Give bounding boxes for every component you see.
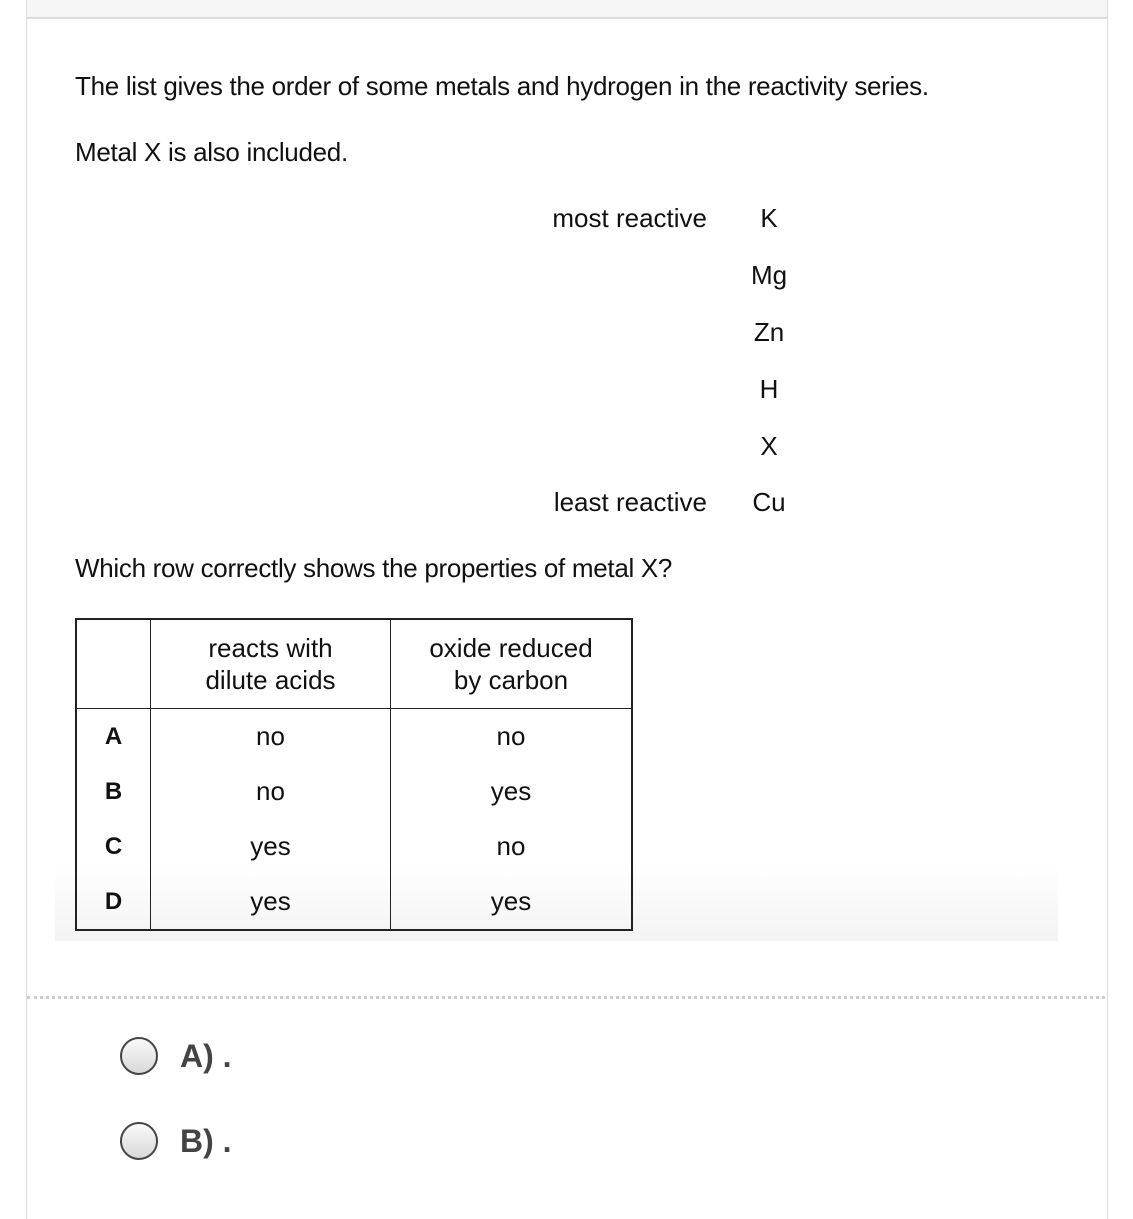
header-reacts-with-acids <box>151 619 391 709</box>
radio-button[interactable] <box>120 1122 158 1160</box>
top-bar <box>26 0 1108 19</box>
header-line: reacts with <box>208 633 333 663</box>
option-label[interactable]: B) . <box>180 1122 232 1159</box>
series-item: K <box>760 203 778 233</box>
table-cell: yes <box>391 764 633 819</box>
header-line: dilute acids <box>205 665 336 695</box>
prompt-text: Which row correctly shows the properties of metal X? <box>75 553 673 583</box>
series-item: Mg <box>750 260 788 290</box>
radio-button[interactable] <box>120 1037 158 1075</box>
row-letter: A <box>76 709 151 765</box>
table-cell: yes <box>151 874 391 930</box>
header-oxide-reduced <box>391 619 633 709</box>
row-letter: D <box>76 874 151 930</box>
table-header-row <box>76 619 632 709</box>
table-cell: no <box>391 819 633 874</box>
header-cell <box>76 619 151 709</box>
series-item: Cu <box>752 487 786 517</box>
table-row <box>76 819 632 874</box>
row-letter: B <box>76 764 151 819</box>
divider <box>27 996 1105 999</box>
least-reactive-label: least reactive <box>553 487 707 517</box>
table-cell: no <box>391 709 633 765</box>
table-cell: yes <box>391 874 633 930</box>
series-item: X <box>760 431 778 461</box>
table-cell: yes <box>151 819 391 874</box>
header-line: by carbon <box>453 665 569 695</box>
option-label[interactable]: A) . <box>180 1037 232 1074</box>
row-letter: C <box>76 819 151 874</box>
table-row <box>76 874 632 930</box>
note-text: Metal X is also included. <box>75 137 348 167</box>
most-reactive-label: most reactive <box>552 203 707 233</box>
header-line: oxide reduced <box>429 633 593 663</box>
table-cell: no <box>151 764 391 819</box>
table-row <box>76 709 632 765</box>
table-cell: no <box>151 709 391 765</box>
table-row <box>76 764 632 819</box>
option-a[interactable] <box>120 1037 232 1075</box>
series-item: Zn <box>753 317 785 347</box>
properties-table <box>75 618 633 931</box>
series-item: H <box>759 374 779 404</box>
option-b[interactable] <box>120 1122 232 1160</box>
intro-text: The list gives the order of some metals and hydrogen in the reactivity series. <box>75 71 929 101</box>
